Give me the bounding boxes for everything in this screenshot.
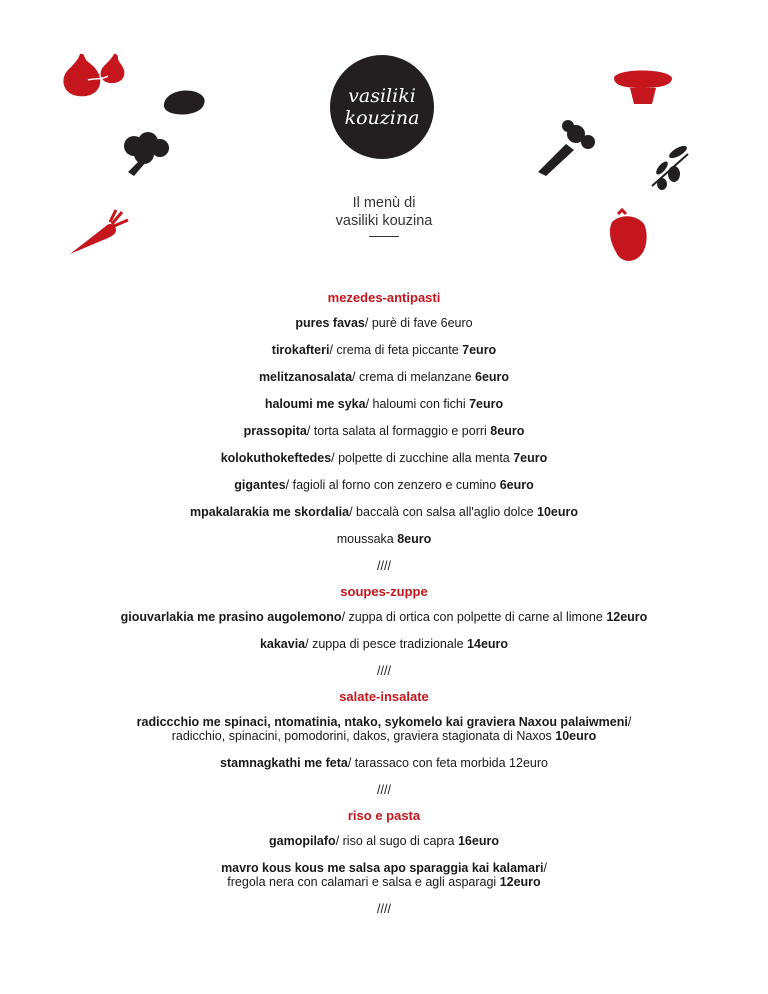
menu-item xyxy=(0,715,768,743)
olive-branch-icon xyxy=(648,146,696,190)
item-name: kolokuthokeftedes xyxy=(220,451,332,465)
logo-line-2: kouzina xyxy=(344,107,420,129)
item-desc: / polpette di zucchine alla menta xyxy=(331,451,514,465)
celery-icon xyxy=(532,118,602,178)
item-name: tirokafteri xyxy=(271,343,330,357)
section-separator: //// xyxy=(377,664,391,678)
item-name: giouvarlakia me prasino augolemono xyxy=(120,610,342,624)
item-desc: / haloumi con fichi xyxy=(365,397,470,411)
mushroom-icon xyxy=(612,66,674,106)
item-desc: / purè di fave xyxy=(364,316,441,330)
intro-divider xyxy=(369,236,399,237)
item-price: 7euro xyxy=(462,343,497,357)
item-desc: / torta salata al formaggio e porri xyxy=(306,424,491,438)
item-desc: / crema di feta piccante xyxy=(329,343,463,357)
item-desc: / crema di melanzane xyxy=(352,370,476,384)
section-soupes xyxy=(0,583,768,678)
item-desc: / xyxy=(543,861,547,875)
item-price: 10euro xyxy=(555,729,597,743)
menu-item xyxy=(0,397,768,411)
item-name: mpakalarakia me skordalia xyxy=(189,505,350,519)
broccoli-icon xyxy=(118,132,174,178)
menu-item xyxy=(0,505,768,519)
restaurant-logo xyxy=(330,55,434,159)
item-price: 16euro xyxy=(457,834,499,848)
menu-item xyxy=(0,834,768,848)
item-desc-line-2: fregola nera con calamari e salsa e agli asparagi xyxy=(227,875,500,889)
item-desc: moussaka xyxy=(336,532,398,546)
menu-item xyxy=(0,532,768,546)
item-name: radiccchio me spinaci, ntomatinia, ntako, sykomelo kai graviera Naxou palaiwmeni xyxy=(136,715,628,729)
section-riso-pasta xyxy=(0,807,768,916)
section-separator: //// xyxy=(377,783,391,797)
menu-item xyxy=(0,756,768,770)
item-price: 6euro xyxy=(499,478,534,492)
item-desc: / zuppa di pesce tradizionale xyxy=(305,637,468,651)
garlic-icon xyxy=(58,50,130,102)
section-title: riso e pasta xyxy=(347,808,421,823)
menu-item xyxy=(0,370,768,384)
menu-item xyxy=(0,478,768,492)
item-name: stamnagkathi me feta xyxy=(220,756,348,770)
section-mezedes xyxy=(0,289,768,573)
section-salate xyxy=(0,688,768,797)
item-desc-line-2: radicchio, spinacini, pomodorini, dakos, graviera stagionata di Naxos xyxy=(171,729,556,743)
menu-item xyxy=(0,316,768,330)
item-name: kakavia xyxy=(259,637,306,651)
item-price: 8euro xyxy=(490,424,525,438)
section-title: mezedes-antipasti xyxy=(327,290,441,305)
item-name: mavro kous kous me salsa apo sparaggia kai kalamari xyxy=(221,861,544,875)
intro-line-1: Il menù di xyxy=(352,195,416,211)
item-price: 12euro xyxy=(499,875,541,889)
item-price: 12euro xyxy=(606,610,648,624)
item-desc: / tarassaco con feta morbida xyxy=(347,756,510,770)
menu-body xyxy=(0,289,768,926)
item-price: 7euro xyxy=(469,397,504,411)
section-title: salate-insalate xyxy=(339,689,429,704)
menu-item xyxy=(0,637,768,651)
item-name: gamopilafo xyxy=(269,834,336,848)
section-separator: //// xyxy=(377,902,391,916)
item-desc: / zuppa di ortica con polpette di carne al limone xyxy=(341,610,607,624)
menu-item xyxy=(0,861,768,889)
menu-item xyxy=(0,451,768,465)
menu-item xyxy=(0,610,768,624)
item-price: 6euro xyxy=(440,316,473,330)
menu-item xyxy=(0,424,768,438)
menu-intro xyxy=(0,194,768,237)
item-price: 8euro xyxy=(397,532,432,546)
item-desc: / baccalà con salsa all'aglio dolce xyxy=(349,505,538,519)
item-name: prassopita xyxy=(243,424,307,438)
item-price: 6euro xyxy=(475,370,510,384)
section-title: soupes-zuppe xyxy=(340,584,428,599)
item-name: gigantes xyxy=(234,478,286,492)
item-desc: / fagioli al forno con zenzero e cumino xyxy=(285,478,500,492)
intro-line-2: vasiliki kouzina xyxy=(335,213,433,229)
logo-line-1: vasiliki xyxy=(348,85,416,107)
item-price: 7euro xyxy=(513,451,548,465)
section-separator: //// xyxy=(377,559,391,573)
item-price: 10euro xyxy=(537,505,579,519)
menu-item xyxy=(0,343,768,357)
item-desc: / riso al sugo di capra xyxy=(335,834,458,848)
item-name: pures favas xyxy=(295,316,365,330)
lemon-icon xyxy=(160,86,208,118)
item-price: 12euro xyxy=(509,756,548,770)
item-name: haloumi me syka xyxy=(264,397,366,411)
item-desc: / xyxy=(627,715,632,729)
item-name: melitzanosalata xyxy=(258,370,353,384)
item-price: 14euro xyxy=(467,637,509,651)
